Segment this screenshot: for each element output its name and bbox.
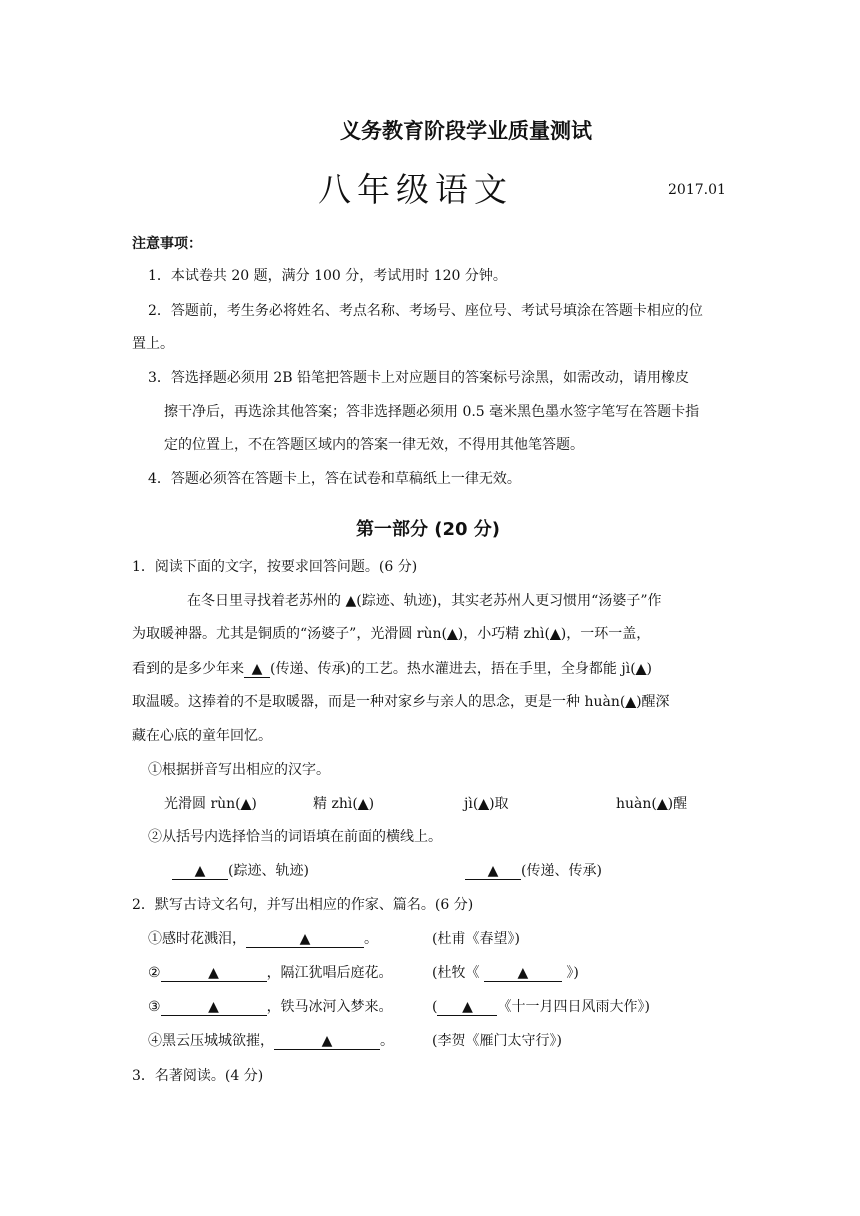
q2-line-1: [148, 929, 378, 949]
q1-passage-line3: [132, 659, 652, 679]
text: )醒: [667, 796, 688, 812]
text: 精 zhì(: [313, 796, 358, 812]
text: 光滑圆 rùn(: [164, 796, 241, 812]
triangle-marker: ▲: [625, 694, 637, 710]
text: 取温暖。这捧着的不是取暖器，而是一种对家乡与亲人的思念，更是一种 huàn(: [132, 694, 626, 710]
text: (传递、传承): [521, 863, 602, 879]
q1-fill-zhi: [313, 794, 374, 814]
triangle-blank: ▲: [274, 1033, 380, 1050]
text: ④黑云压城城欲摧，: [148, 1033, 274, 1049]
text: ): [251, 796, 257, 812]
q2-source-2: [432, 963, 579, 983]
text: )取: [489, 796, 509, 812]
text: (踪迹、轨迹): [228, 863, 309, 879]
q2-line-2: [148, 963, 393, 983]
q1-choice-2: [465, 861, 602, 881]
notice-item-2-line1: 2．答题前，考生务必将姓名、考点名称、考场号、座位号、考试号填涂在答题卡相应的位: [148, 303, 703, 319]
text: huàn(: [616, 796, 657, 812]
text: 在冬日里寻找着老苏州的: [187, 593, 346, 609]
text: 为取暖神器。尤其是铜质的“汤婆子”，光滑圆 rùn(: [132, 626, 447, 642]
notice-item-3-line3: 定的位置上，不在答题区域内的答案一律无效，不得用其他笔答题。: [164, 437, 584, 453]
text: ): [646, 661, 652, 677]
text: ，铁马冰河入梦来。: [266, 999, 393, 1015]
text: (杜牧《: [432, 965, 484, 981]
notice-item-2-line2: 置上。: [132, 336, 174, 352]
triangle-blank: ▲: [465, 863, 521, 880]
triangle-blank: ▲: [246, 931, 364, 948]
text: 《十一月四日风雨大作》): [497, 999, 650, 1015]
triangle-marker: ▲: [446, 626, 458, 642]
q2-source-1: (杜甫《春望》): [432, 931, 520, 947]
q2-stem: 2．默写古诗文名句，并写出相应的作家、篇名。(6 分): [132, 897, 474, 913]
text: ，隔江犹唱后庭花。: [266, 965, 393, 981]
q1-fill-huan: [616, 794, 687, 814]
q1-fill-ji: [464, 794, 509, 814]
q1-passage-line5: 藏在心底的童年回忆。: [132, 728, 272, 744]
q1-sub1: ①根据拼音写出相应的汉字。: [148, 762, 330, 778]
text: jì(: [464, 796, 479, 812]
text: )，一环一盖，: [560, 626, 651, 642]
triangle-blank: ▲: [161, 965, 267, 982]
subject-title: 八年级语文: [318, 170, 513, 209]
notice-item-4: 4．答题必须答在答题卡上，答在试卷和草稿纸上一律无效。: [148, 471, 521, 487]
text: (踪迹、轨迹)，其实老苏州人更习惯用“汤婆子”作: [356, 593, 662, 609]
triangle-blank: ▲: [244, 661, 270, 678]
triangle-marker: ▲: [635, 661, 647, 677]
q1-passage-line2: [132, 624, 650, 644]
text: 看到的是多少年来: [132, 661, 244, 677]
triangle-blank: ▲: [437, 999, 497, 1016]
text: )，小巧精 zhì(: [457, 626, 550, 642]
exam-title: 义务教育阶段学业质量测试: [340, 119, 592, 143]
q2-source-3: [432, 997, 650, 1017]
triangle-marker: ▲: [478, 796, 490, 812]
triangle-marker: ▲: [345, 593, 357, 609]
notice-item-3-line1: 3．答选择题必须用 2B 铅笔把答题卡上对应题目的答案标号涂黑，如需改动，请用橡皮: [148, 370, 690, 386]
triangle-marker: ▲: [240, 796, 252, 812]
q2-source-4: (李贺《雁门太守行》): [432, 1033, 562, 1049]
text: 。: [380, 1033, 394, 1049]
text: )醒深: [636, 694, 670, 710]
exam-date: 2017.01: [668, 182, 726, 198]
text: ①感时花溅泪，: [148, 931, 246, 947]
text: ③: [148, 999, 161, 1015]
notice-item-1: 1．本试卷共 20 题，满分 100 分，考试用时 120 分钟。: [148, 268, 507, 284]
text: (传递、传承)的工艺。热水灌进去，捂在手里，全身都能 jì(: [270, 661, 636, 677]
q2-line-3: [148, 997, 393, 1017]
triangle-blank: ▲: [484, 965, 562, 982]
q3-stem: 3．名著阅读。(4 分): [132, 1068, 264, 1084]
q1-choice-1: [172, 861, 309, 881]
triangle-blank: ▲: [161, 999, 267, 1016]
q1-passage-line1: [187, 591, 661, 611]
triangle-marker: ▲: [549, 626, 561, 642]
triangle-marker: ▲: [656, 796, 668, 812]
notice-title: 注意事项：: [132, 236, 202, 252]
part1-title: 第一部分 (20 分): [356, 519, 501, 540]
q1-sub2: ②从括号内选择恰当的词语填在前面的横线上。: [148, 829, 442, 845]
q1-fill-run: [164, 794, 257, 814]
q2-line-4: [148, 1031, 394, 1051]
q1-stem: 1．阅读下面的文字，按要求回答问题。(6 分): [132, 559, 418, 575]
text: 》): [561, 965, 579, 981]
notice-item-3-line2: 擦干净后，再选涂其他答案；答非选择题必须用 0.5 毫米黑色墨水签字笔写在答题卡指: [164, 404, 700, 420]
text: 。: [364, 931, 378, 947]
triangle-marker: ▲: [357, 796, 369, 812]
triangle-blank: ▲: [172, 863, 228, 880]
q1-passage-line4: [132, 692, 670, 712]
text: ②: [148, 965, 161, 981]
text: ): [368, 796, 375, 812]
text: (: [432, 999, 438, 1015]
